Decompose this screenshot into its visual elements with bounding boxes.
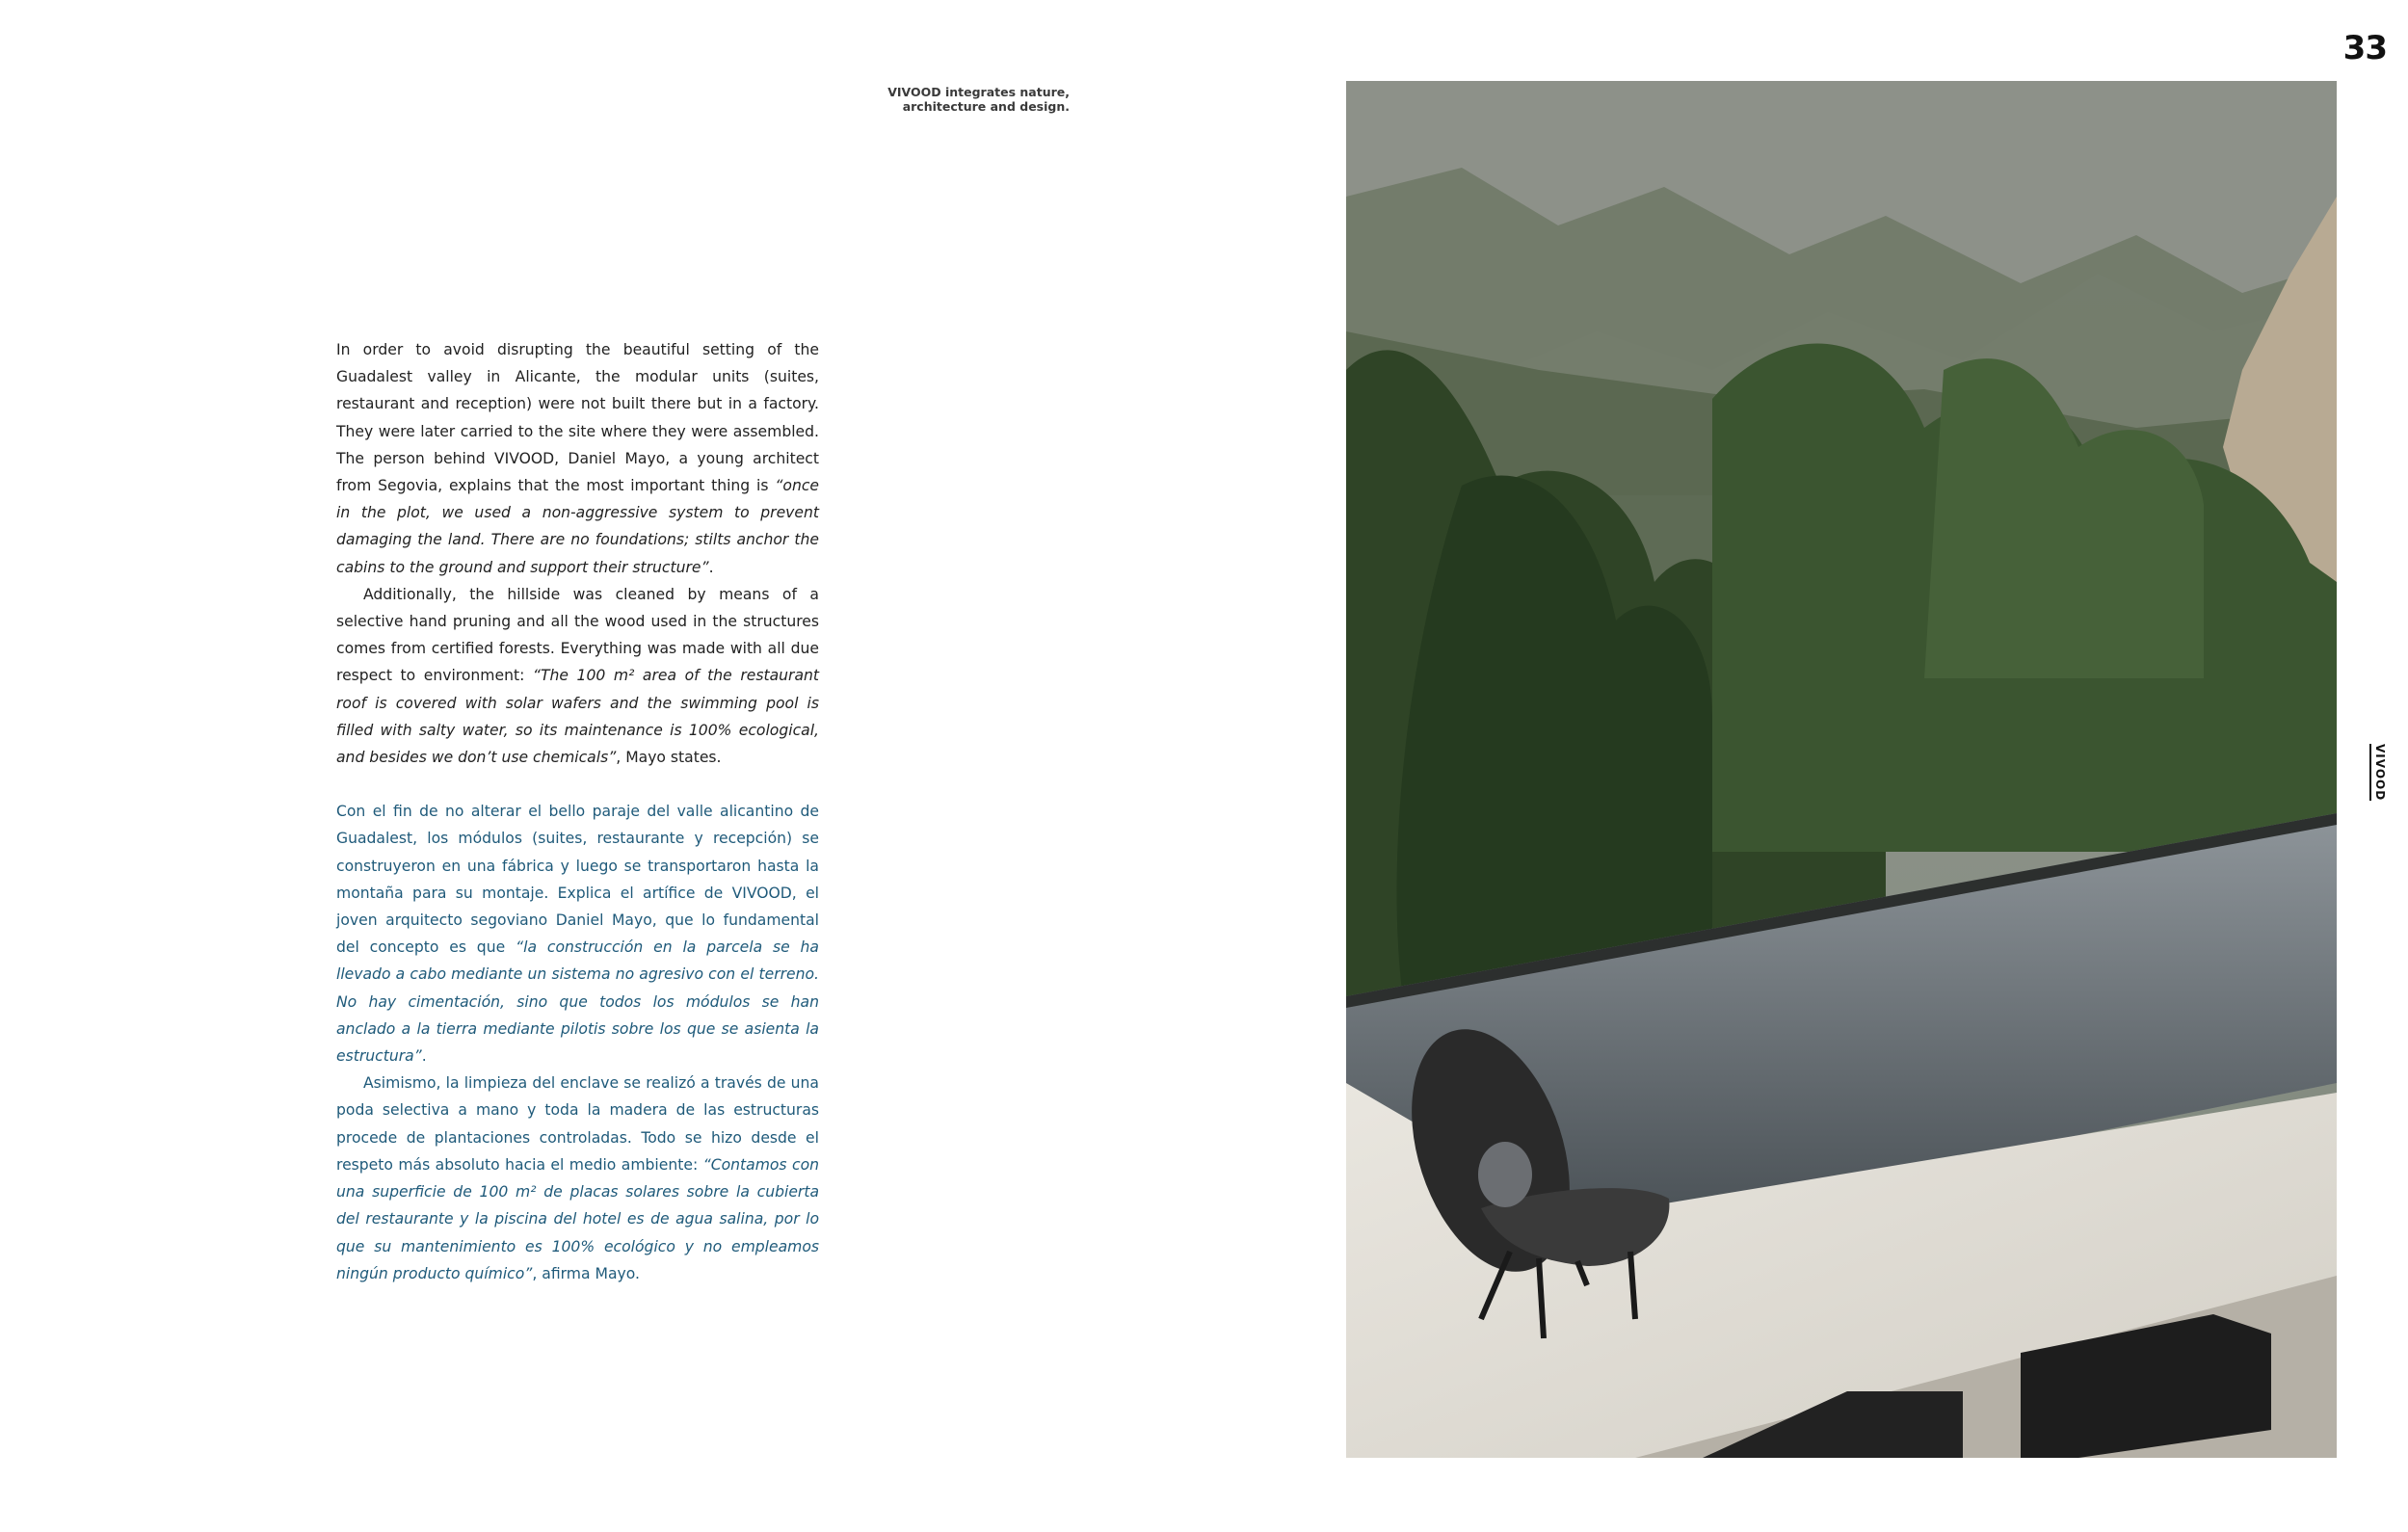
quote: “la construcción en la parcela se ha llevado a cabo mediante un sistema no agresivo con el terreno. No hay cimentación, sino que todos los módulos se han anclado a la tierra mediante pilotis sobre los que se asienta la estructura” bbox=[336, 938, 819, 1066]
caption-line-1: VIVOOD integrates nature, bbox=[887, 85, 1070, 99]
section-tab: VIVOOD bbox=[2369, 744, 2387, 801]
english-paragraph-2 bbox=[336, 581, 819, 771]
landscape-photo bbox=[1346, 81, 2337, 1458]
text-run: Con el fin de no alterar el bello paraje del valle alicantino de Guadalest, los módulos (suites, restaurante y recepción) se construyeron en una fábrica y luego se transportaron hasta la montaña para su montaje. Explica el artífice de VIVOOD, el joven arquitecto segoviano Daniel Mayo, que lo fundamental del concepto es que bbox=[336, 803, 819, 957]
quote: “once in the plot, we used a non-aggressive system to prevent damaging the land. There are no foundations; stilts anchor the cabins to the ground and support their structure” bbox=[336, 477, 819, 576]
quote: “Contamos con una superficie de 100 m² de placas solares sobre la cubierta del restaurante y la piscina del hotel es de agua salina, por lo que su mantenimiento es 100% ecológico y no empleamos ningún producto químico” bbox=[336, 1155, 819, 1282]
spanish-paragraph-1 bbox=[336, 798, 819, 1070]
text-run: , afirma Mayo. bbox=[532, 1264, 640, 1282]
page-number: 33 bbox=[2342, 29, 2387, 67]
article-text-column bbox=[336, 336, 819, 1287]
text-run: In order to avoid disrupting the beautiful setting of the Guadalest valley in Alicante, the modular units (suites, restaurant and reception) were not built there but in a factory. They were later carried to the site where they were assembled. The person behind VIVOOD, Daniel Mayo, a young architect from Segovia, explains that the most important thing is bbox=[336, 341, 819, 495]
text-run: . bbox=[421, 1047, 427, 1066]
text-run: , Mayo states. bbox=[616, 749, 722, 767]
caption-line-2: architecture and design. bbox=[902, 99, 1070, 114]
quote: “The 100 m² area of the restaurant roof is covered with solar wafers and the swimming pool is filled with salty water, so its maintenance is 100% ecological, and besides we don’t use chemicals” bbox=[336, 667, 819, 767]
text-run: Asimismo, la limpieza del enclave se realizó a través de una poda selectiva a mano y toda la madera de las estructuras procede de plantaciones controladas. Todo se hizo desde el respeto más absoluto hacia el medio ambiente: bbox=[336, 1074, 819, 1174]
text-run: Additionally, the hillside was cleaned by means of a selective hand pruning and all the wood used in the structures comes from certified forests. Everything was made with all due respect to environment: bbox=[336, 585, 819, 685]
infinity-pool-scene bbox=[1346, 81, 2337, 1458]
english-paragraph-1 bbox=[336, 336, 819, 581]
text-run: . bbox=[708, 558, 714, 576]
spanish-paragraph-2 bbox=[336, 1070, 819, 1287]
image-caption bbox=[848, 85, 1070, 114]
